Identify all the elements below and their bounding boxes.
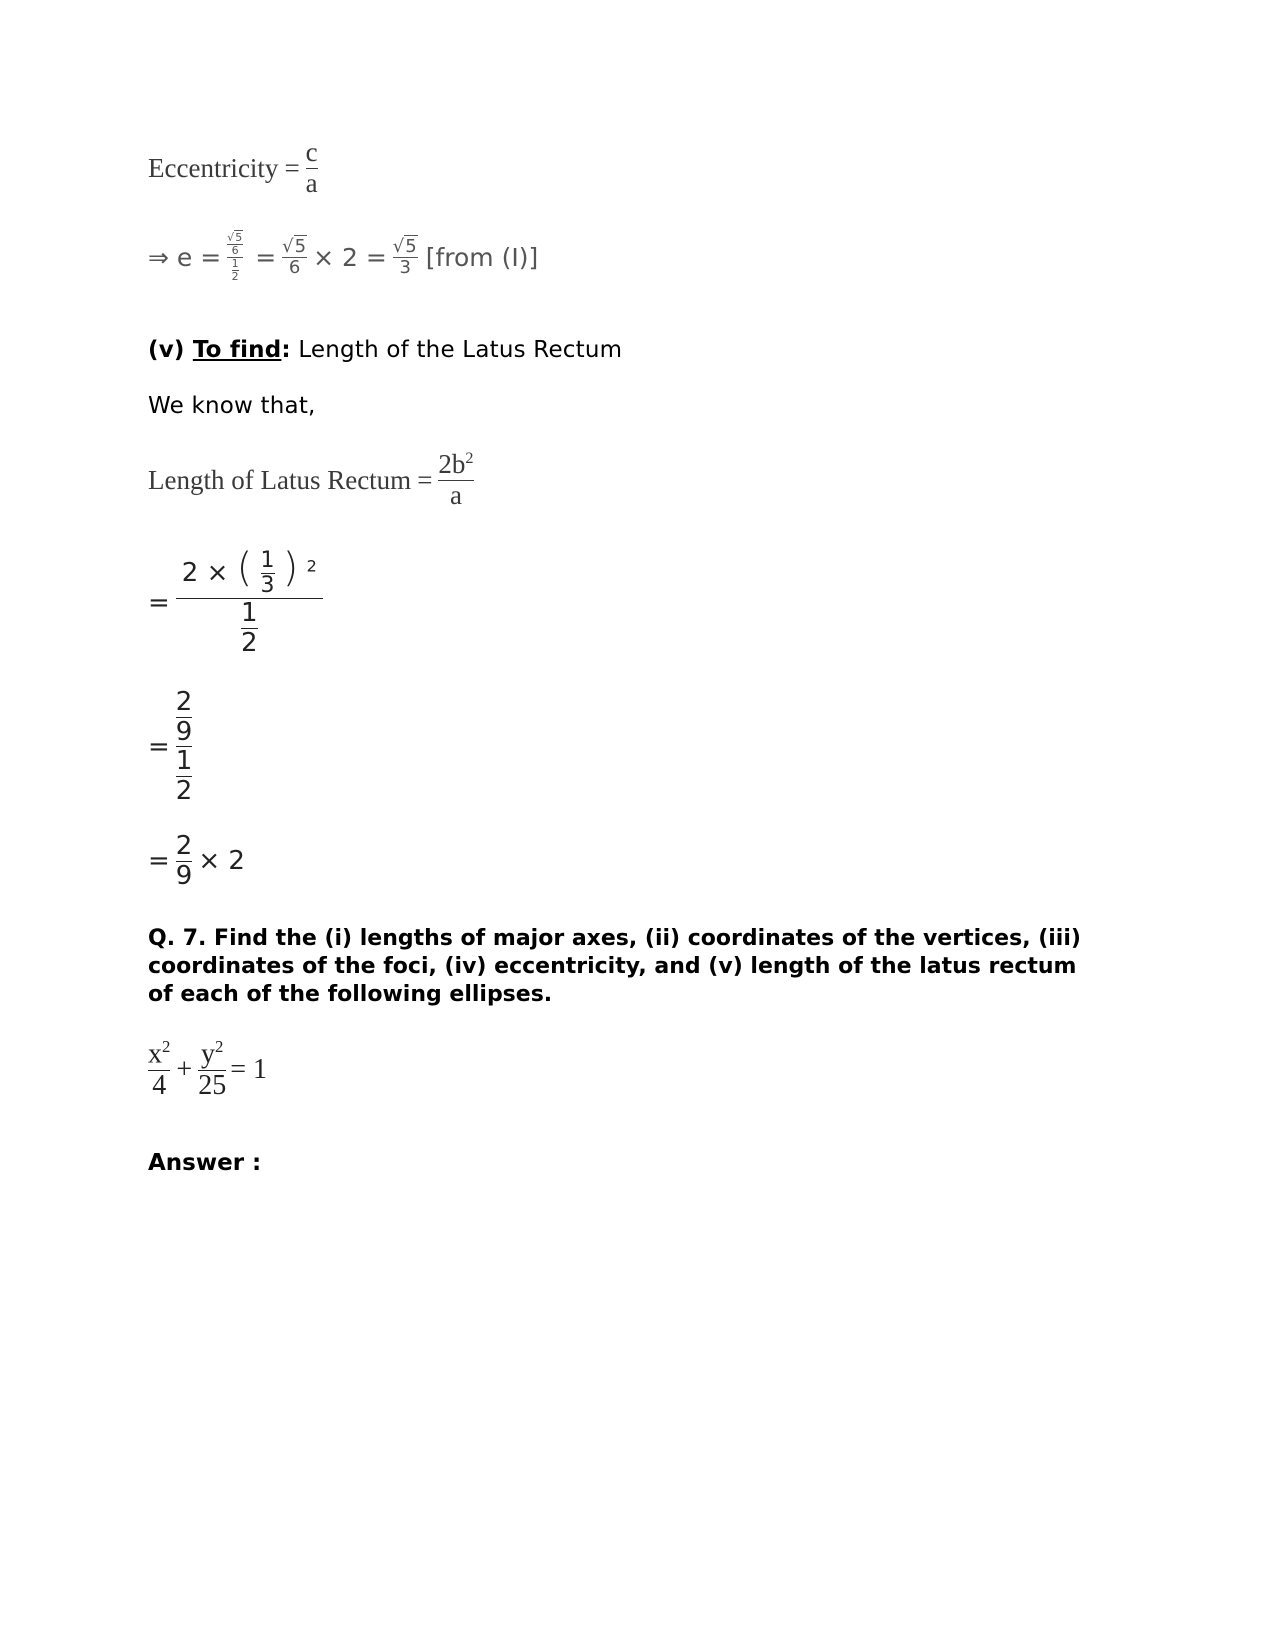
step-1-fraction xyxy=(176,545,323,658)
equals-sign: = xyxy=(255,243,277,273)
latus-rectum-formula xyxy=(148,450,474,510)
2b2-over-a-fraction xyxy=(438,450,473,510)
step-2-fraction: $\frac{\frac{2}{9}}{\frac{1}{2}}$ xyxy=(175,687,193,806)
answer-label: Answer : xyxy=(148,1150,262,1176)
part-v-heading xyxy=(148,337,622,363)
times-two: × 2 xyxy=(198,846,245,877)
part-v-prefix: (v) xyxy=(148,337,193,363)
question-7: Q. 7. Find the (i) lengths of major axes, (ii) coordinates of the vertices, (iii) coordinates of the foci, (iv) eccentricity, and (v) length of the latus rectum of each of the following ellipses. xyxy=(148,926,1081,1007)
part-v-text: Length of the Latus Rectum xyxy=(290,337,623,363)
equals-sign: = xyxy=(284,152,300,183)
equals-sign: = xyxy=(148,587,170,618)
step-3-fraction: $\frac{2}{9}$ xyxy=(175,831,193,891)
c-over-a-fraction xyxy=(306,138,318,198)
step-1-denominator: $\frac{1}{2}$ xyxy=(241,598,258,658)
numerator: $2b^2$ xyxy=(438,449,474,479)
sqrt5-over-6: $\frac{√5}{6}$ xyxy=(227,231,243,258)
x2-over-4: $\frac{x^2}{4}$ xyxy=(148,1037,171,1102)
eccentricity-label: Eccentricity xyxy=(148,152,279,183)
equals-sign: = xyxy=(148,846,170,877)
step-3 xyxy=(148,832,245,890)
equals-sign: = xyxy=(417,464,433,495)
latus-rectum-label: Length of Latus Rectum xyxy=(148,464,412,495)
sqrt5: √5 xyxy=(227,231,243,244)
eccentricity-formula xyxy=(148,138,318,198)
times-two: × 2 = xyxy=(313,243,387,273)
denominator: a xyxy=(449,479,462,510)
e-derivation xyxy=(148,232,538,283)
compound-fraction xyxy=(227,232,243,283)
to-find-label: To find xyxy=(192,337,282,363)
plus-sign: + xyxy=(176,1053,193,1085)
ellipse-equation xyxy=(148,1038,267,1102)
numerator: c xyxy=(305,137,318,167)
sqrt5-over-6-fraction: $\frac{√5}{6}$ xyxy=(282,236,307,279)
step-1-numerator: 2 × ( $\frac{1}{3}$ ) $^2$ xyxy=(181,545,317,598)
colon: : xyxy=(281,337,291,363)
one-over-two: $\frac{1}{2}$ xyxy=(231,257,239,284)
implies-e: ⇒ e = xyxy=(148,243,222,273)
y2-over-25: $\frac{y^2}{25}$ xyxy=(198,1037,227,1102)
denominator: a xyxy=(305,167,318,198)
we-know-that: We know that, xyxy=(148,393,316,419)
equals-sign: = xyxy=(148,731,170,762)
step-2 xyxy=(148,688,192,805)
step-1 xyxy=(148,545,323,658)
reference-note: [from (I)] xyxy=(425,243,539,273)
sqrt5-over-3-fraction: $\frac{√5}{3}$ xyxy=(392,236,417,279)
equals-one: = 1 xyxy=(230,1053,267,1085)
